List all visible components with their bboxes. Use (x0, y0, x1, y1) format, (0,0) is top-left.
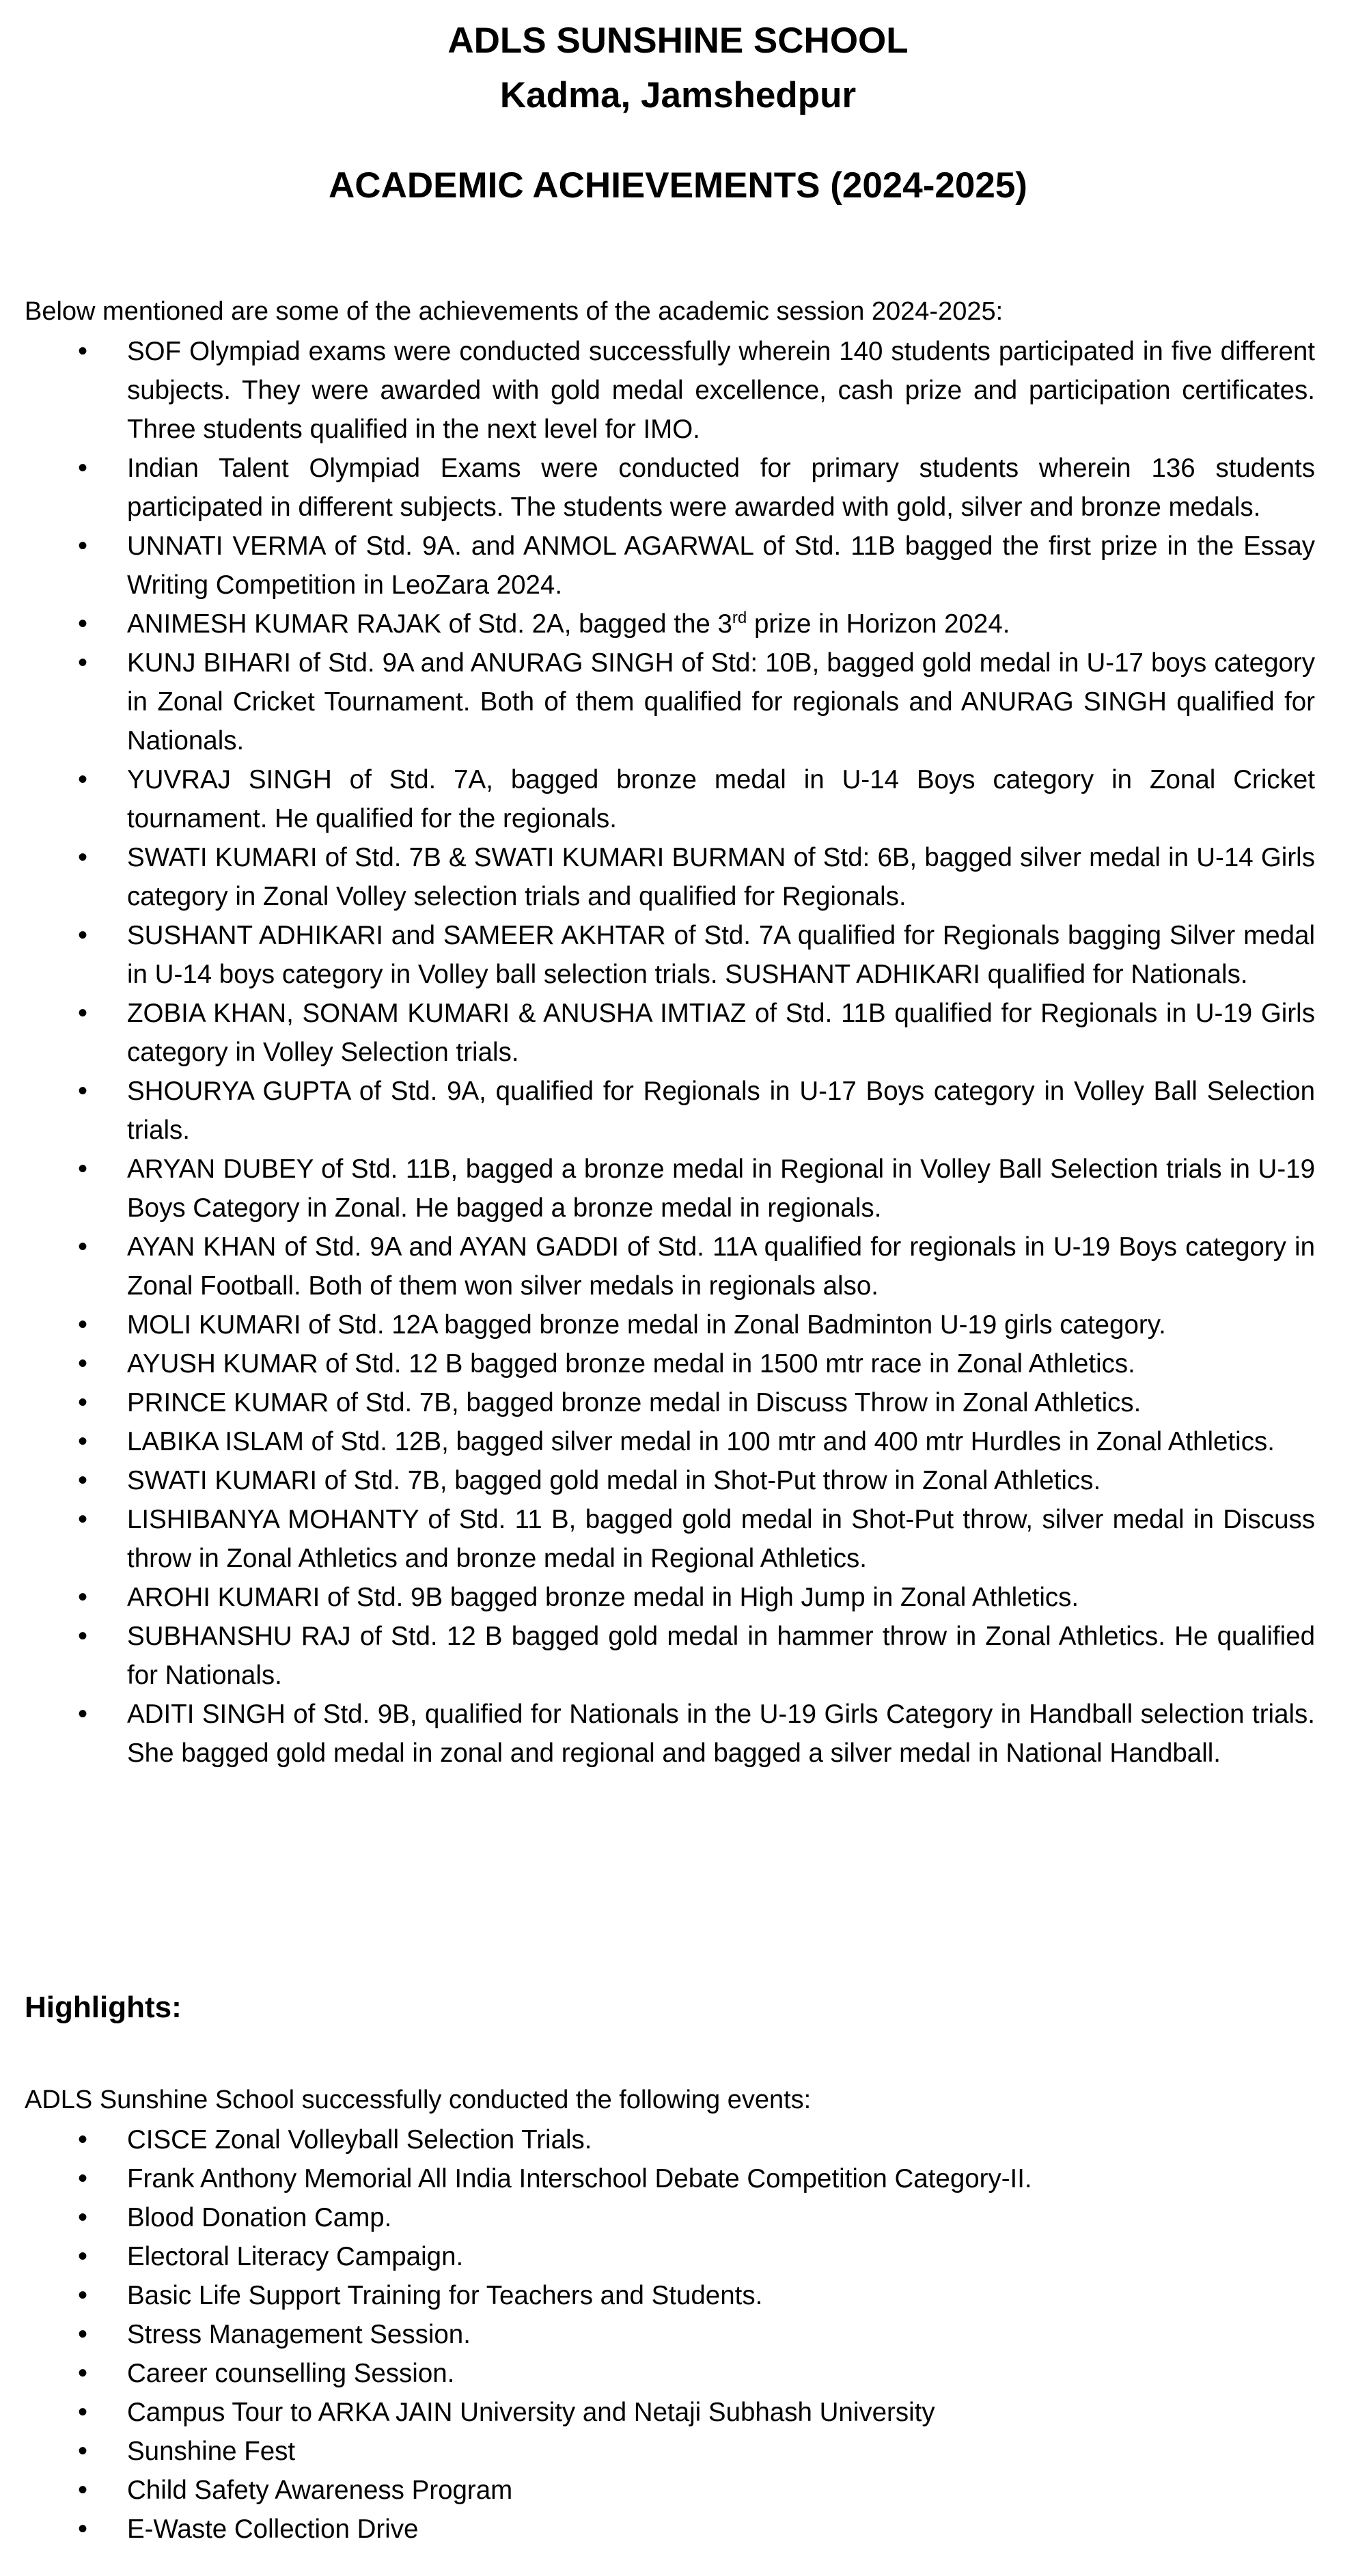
bullet-icon: • (77, 1426, 87, 1456)
achievement-item (0, 1150, 1356, 1228)
event-item (0, 2120, 1356, 2159)
list-item-text: AROHI KUMARI of Std. 9B bagged bronze medal in High Jump in Zonal Athletics. (127, 1583, 1079, 1612)
list-item-text: Basic Life Support Training for Teachers and Students. (127, 2281, 763, 2310)
list-item-text: AYUSH KUMAR of Std. 12 B bagged bronze medal in 1500 mtr race in Zonal Athletics. (127, 1349, 1135, 1379)
achievement-item (0, 1344, 1356, 1383)
achievement-item (0, 1695, 1356, 1773)
achievement-item (0, 1383, 1356, 1422)
achievement-item (0, 1422, 1356, 1461)
achievement-item (0, 527, 1356, 605)
event-item (0, 2315, 1356, 2354)
highlights-heading: Highlights: (25, 1991, 182, 2024)
achievement-item (0, 643, 1356, 760)
bullet-icon: • (77, 1232, 87, 1262)
bullet-icon: • (77, 531, 87, 561)
achievement-item (0, 994, 1356, 1072)
bullet-icon: • (77, 1348, 87, 1379)
bullet-icon: • (77, 2358, 87, 2388)
bullet-icon: • (77, 2280, 87, 2310)
bullet-icon: • (77, 2241, 87, 2271)
event-item (0, 2393, 1356, 2432)
list-item-text: Frank Anthony Memorial All India Interschool Debate Competition Category-II. (127, 2164, 1032, 2193)
bullet-icon: • (77, 1387, 87, 1417)
highlights-list (0, 2120, 1356, 2549)
list-item-text: Career counselling Session. (127, 2359, 455, 2388)
bullet-icon: • (77, 842, 87, 872)
bullet-icon: • (77, 2124, 87, 2155)
achievement-item (0, 1228, 1356, 1305)
achievement-item (0, 916, 1356, 994)
bullet-icon: • (77, 2319, 87, 2349)
list-item-text: Blood Donation Camp. (127, 2203, 392, 2232)
achievement-item (0, 1461, 1356, 1500)
list-item-text: ADITI SINGH of Std. 9B, qualified for Nationals in the U-19 Girls Category in Handball selection trials. She bagged gold medal in zonal and regional and bagged a silver medal in National Handball. (127, 1700, 1315, 1768)
list-item-text: AYAN KHAN of Std. 9A and AYAN GADDI of Std. 11A qualified for regionals in U-19 Boys category in Zonal Football. Both of them won silver medals in regionals also. (127, 1232, 1315, 1301)
list-item-text: SUBHANSHU RAJ of Std. 12 B bagged gold medal in hammer throw in Zonal Athletics. He qualified for Nationals. (127, 1622, 1315, 1690)
bullet-icon: • (77, 1310, 87, 1340)
bullet-icon: • (77, 1621, 87, 1651)
list-item-text: SWATI KUMARI of Std. 7B & SWATI KUMARI BURMAN of Std: 6B, bagged silver medal in U-14 Girls category in Zonal Volley selection trials and qualified for Regionals. (127, 843, 1315, 911)
achievement-item (0, 605, 1356, 643)
list-item-text: ZOBIA KHAN, SONAM KUMARI & ANUSHA IMTIAZ of Std. 11B qualified for Regionals in U-19 Girls category in Volley Selection trials. (127, 999, 1315, 1067)
bullet-icon: • (77, 998, 87, 1028)
achievement-item (0, 1072, 1356, 1150)
list-item-text: Electoral Literacy Campaign. (127, 2242, 464, 2271)
bullet-icon: • (77, 2163, 87, 2193)
school-name: ADLS SUNSHINE SCHOOL (447, 20, 909, 61)
list-item-text: SHOURYA GUPTA of Std. 9A, qualified for Regionals in U-17 Boys category in Volley Ball Selection trials. (127, 1077, 1315, 1145)
event-item (0, 2198, 1356, 2237)
list-item-text: SOF Olympiad exams were conducted successfully wherein 140 students participated in five different subjects. They were awarded with gold medal excellence, cash prize and participation certificates. Three students qualified in the next level for IMO. (127, 337, 1315, 444)
event-item (0, 2159, 1356, 2198)
bullet-icon: • (77, 1582, 87, 1612)
achievement-item (0, 1617, 1356, 1695)
list-item-text: LABIKA ISLAM of Std. 12B, bagged silver medal in 100 mtr and 400 mtr Hurdles in Zonal Athletics. (127, 1427, 1275, 1456)
list-item-text: YUVRAJ SINGH of Std. 7A, bagged bronze medal in U-14 Boys category in Zonal Cricket tournament. He qualified for the regionals. (127, 765, 1315, 833)
list-item-text: ANIMESH KUMAR RAJAK of Std. 2A, bagged the 3 (127, 609, 732, 639)
list-item-text: Sunshine Fest (127, 2437, 296, 2466)
achievement-item (0, 760, 1356, 838)
achievements-intro: Below mentioned are some of the achievements of the academic session 2024-2025: (25, 297, 1004, 326)
bullet-icon: • (77, 1504, 87, 1534)
achievement-item (0, 1305, 1356, 1344)
bullet-icon: • (77, 2397, 87, 2427)
achievement-item (0, 1500, 1356, 1578)
bullet-icon: • (77, 453, 87, 483)
list-item-text: ARYAN DUBEY of Std. 11B, bagged a bronze medal in Regional in Volley Ball Selection trials in U-19 Boys Category in Zonal. He bagged a bronze medal in regionals. (127, 1154, 1315, 1223)
event-item (0, 2432, 1356, 2471)
list-item-text: Stress Management Session. (127, 2320, 471, 2349)
list-item-text: PRINCE KUMAR of Std. 7B, bagged bronze medal in Discuss Throw in Zonal Athletics. (127, 1388, 1141, 1417)
event-item (0, 2354, 1356, 2393)
bullet-icon: • (77, 2202, 87, 2232)
list-item-text: SUSHANT ADHIKARI and SAMEER AKHTAR of Std. 7A qualified for Regionals bagging Silver medal in U-14 boys category in Volley ball selection trials. SUSHANT ADHIKARI qualified for Nationals. (127, 921, 1315, 989)
list-item-text: KUNJ BIHARI of Std. 9A and ANURAG SINGH of Std: 10B, bagged gold medal in U-17 boys category in Zonal Cricket Tournament. Both of them qualified for regionals and ANURAG SINGH qualified for Nationals. (127, 648, 1315, 756)
achievement-item (0, 838, 1356, 916)
bullet-icon: • (77, 920, 87, 950)
bullet-icon: • (77, 1076, 87, 1106)
bullet-icon: • (77, 648, 87, 678)
achievement-item (0, 332, 1356, 449)
bullet-icon: • (77, 1699, 87, 1729)
list-item-text: LISHIBANYA MOHANTY of Std. 11 B, bagged gold medal in Shot-Put throw, silver medal in Discuss throw in Zonal Athletics and bronze medal in Regional Athletics. (127, 1505, 1315, 1573)
achievements-list (0, 332, 1356, 1773)
list-item-text: MOLI KUMARI of Std. 12A bagged bronze medal in Zonal Badminton U-19 girls category. (127, 1310, 1166, 1340)
ordinal-suffix: rd (732, 609, 747, 628)
event-item (0, 2237, 1356, 2276)
list-item-text: Indian Talent Olympiad Exams were conducted for primary students wherein 136 students participated in different subjects. The students were awarded with gold, silver and bronze medals. (127, 454, 1315, 522)
bullet-icon: • (77, 764, 87, 794)
event-item (0, 2510, 1356, 2549)
event-item (0, 2276, 1356, 2315)
list-item-text: SWATI KUMARI of Std. 7B, bagged gold medal in Shot-Put throw in Zonal Athletics. (127, 1466, 1101, 1495)
list-item-text: E-Waste Collection Drive (127, 2515, 419, 2544)
achievement-item (0, 449, 1356, 527)
bullet-icon: • (77, 2436, 87, 2466)
list-item-text: Campus Tour to ARKA JAIN University and Netaji Subhash University (127, 2398, 935, 2427)
highlights-intro: ADLS Sunshine School successfully conducted the following events: (25, 2086, 812, 2114)
bullet-icon: • (77, 1465, 87, 1495)
event-item (0, 2471, 1356, 2510)
list-item-text: Child Safety Awareness Program (127, 2476, 513, 2505)
document-title: ACADEMIC ACHIEVEMENTS (2024-2025) (329, 165, 1027, 206)
list-item-text: UNNATI VERMA of Std. 9A. and ANMOL AGARWAL of Std. 11B bagged the first prize in the Essay Writing Competition in LeoZara 2024. (127, 531, 1315, 600)
bullet-icon: • (77, 336, 87, 366)
achievement-item (0, 1578, 1356, 1617)
list-item-text: prize in Horizon 2024. (747, 609, 1010, 639)
school-location: Kadma, Jamshedpur (499, 75, 857, 115)
bullet-icon: • (77, 2514, 87, 2544)
list-item-text: CISCE Zonal Volleyball Selection Trials. (127, 2125, 592, 2155)
bullet-icon: • (77, 2475, 87, 2505)
bullet-icon: • (77, 1154, 87, 1184)
bullet-icon: • (77, 609, 87, 639)
